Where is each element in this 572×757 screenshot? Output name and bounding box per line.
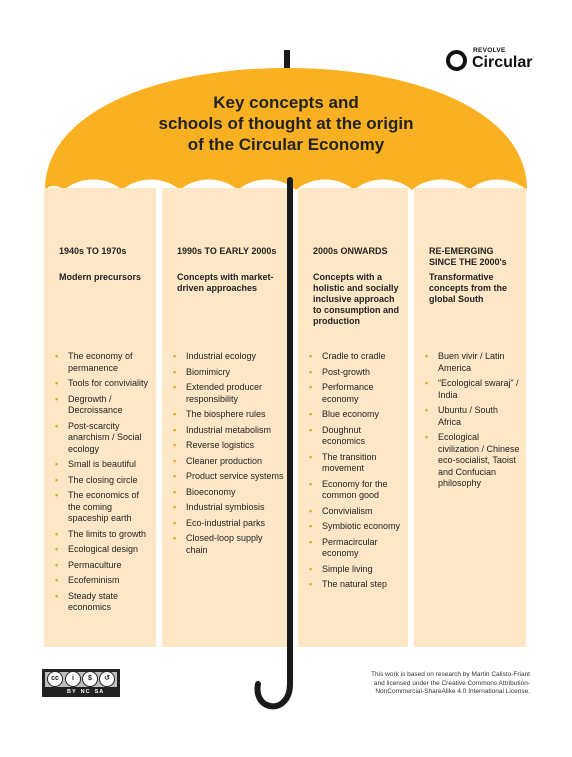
- column-period: 1940s TO 1970s: [59, 246, 127, 256]
- list-item: • Biomimicry: [173, 367, 284, 379]
- list-item: • Cradle to cradle: [309, 351, 402, 363]
- cc-label: BY: [67, 689, 77, 695]
- column-concept: Concepts with market-driven approaches: [177, 272, 274, 293]
- license-line: NonCommercial-ShareAlike 4.0 International License.: [375, 688, 530, 695]
- logo-small-text: REVOLVE: [473, 47, 506, 54]
- list-item: • Bioeconomy: [173, 487, 284, 499]
- list-item: • The natural step: [309, 579, 402, 591]
- creative-commons-icon: [42, 669, 120, 697]
- list-item: • Buen vivir / Latin America: [425, 351, 520, 374]
- list-item: • Post-growth: [309, 367, 402, 379]
- list-item: • Simple living: [309, 564, 402, 576]
- list-item: • Convivialism: [309, 506, 402, 518]
- list-item: • Reverse logistics: [173, 440, 284, 452]
- list-item: • The transition movement: [309, 452, 402, 475]
- cc-labels: [67, 689, 108, 695]
- license-line: This work is based on research by Martin Calisto-Friant: [371, 671, 530, 678]
- column-period: 2000s ONWARDS: [313, 246, 388, 256]
- license-line: and licensed under the Creative Commons Attribution-: [373, 679, 530, 687]
- list-item: • Performance economy: [309, 382, 402, 405]
- column-concept: Transformative concepts from the global South: [429, 272, 508, 304]
- list-item: • Ubuntu / South Africa: [425, 405, 520, 428]
- cc-label: NC: [80, 689, 91, 695]
- column-concept: Concepts with a holistic and socially inclusive approach to consumption and production: [313, 272, 399, 326]
- list-item: • Permacircular economy: [309, 537, 402, 560]
- list-item: • The economy of permanence: [55, 351, 150, 374]
- license-text: [318, 671, 530, 697]
- list-item: • Economy for the common good: [309, 479, 402, 502]
- list-item: • Permaculture: [55, 560, 150, 572]
- umbrella-handle-icon: [258, 180, 291, 706]
- list-item: • Steady state economics: [55, 591, 150, 614]
- cc-sharealike-icon: ↺: [99, 671, 115, 687]
- list-item: • Ecological design: [55, 544, 150, 556]
- cc-label: SA: [94, 689, 105, 695]
- list-item: • “Ecological swaraj” / India: [425, 378, 520, 401]
- list-item: • Small is beautiful: [55, 459, 150, 471]
- list-item: • Tools for conviviality: [55, 378, 150, 390]
- list-item: • Closed-loop supply chain: [173, 533, 284, 556]
- logo-brand-text: Circular: [472, 54, 533, 71]
- list-item: • Post-scarcity anarchism / Social ecology: [55, 421, 150, 456]
- list-item: • Ecofeminism: [55, 575, 150, 587]
- list-item: • Cleaner production: [173, 456, 284, 468]
- title-line: schools of thought at the origin: [158, 114, 414, 133]
- list-item: • Industrial metabolism: [173, 425, 284, 437]
- list-item: • Industrial symbiosis: [173, 502, 284, 514]
- list-item: • Degrowth / Decroissance: [55, 394, 150, 417]
- list-item: • Industrial ecology: [173, 351, 284, 363]
- list-item: • The closing circle: [55, 475, 150, 487]
- title-line: Key concepts and: [213, 93, 359, 112]
- column-concept: Modern precursors: [59, 272, 142, 282]
- cc-attribution-icon: i: [65, 671, 81, 687]
- list-item: • Extended producer responsibility: [173, 382, 284, 405]
- list-item: • Eco-industrial parks: [173, 518, 284, 530]
- list-item: • Blue economy: [309, 409, 402, 421]
- list-item: • Doughnut economics: [309, 425, 402, 448]
- list-item: • Product service systems: [173, 471, 284, 483]
- list-item: • Ecological civilization / Chinese eco-socialist, Taoist and Confucian philosophy: [425, 432, 520, 490]
- list-item: • The economics of the coming spaceship earth: [55, 490, 150, 525]
- list-item: • Symbiotic economy: [309, 521, 402, 533]
- list-item: • The limits to growth: [55, 529, 150, 541]
- column-period: 1990s TO EARLY 2000s: [177, 246, 277, 256]
- title-line: of the Circular Economy: [187, 135, 385, 154]
- cc-noncommercial-icon: $: [82, 671, 98, 687]
- list-item: • The biosphere rules: [173, 409, 284, 421]
- cc-symbol-icon: cc: [47, 671, 63, 687]
- column-period: RE-EMERGING SINCE THE 2000's: [429, 246, 507, 267]
